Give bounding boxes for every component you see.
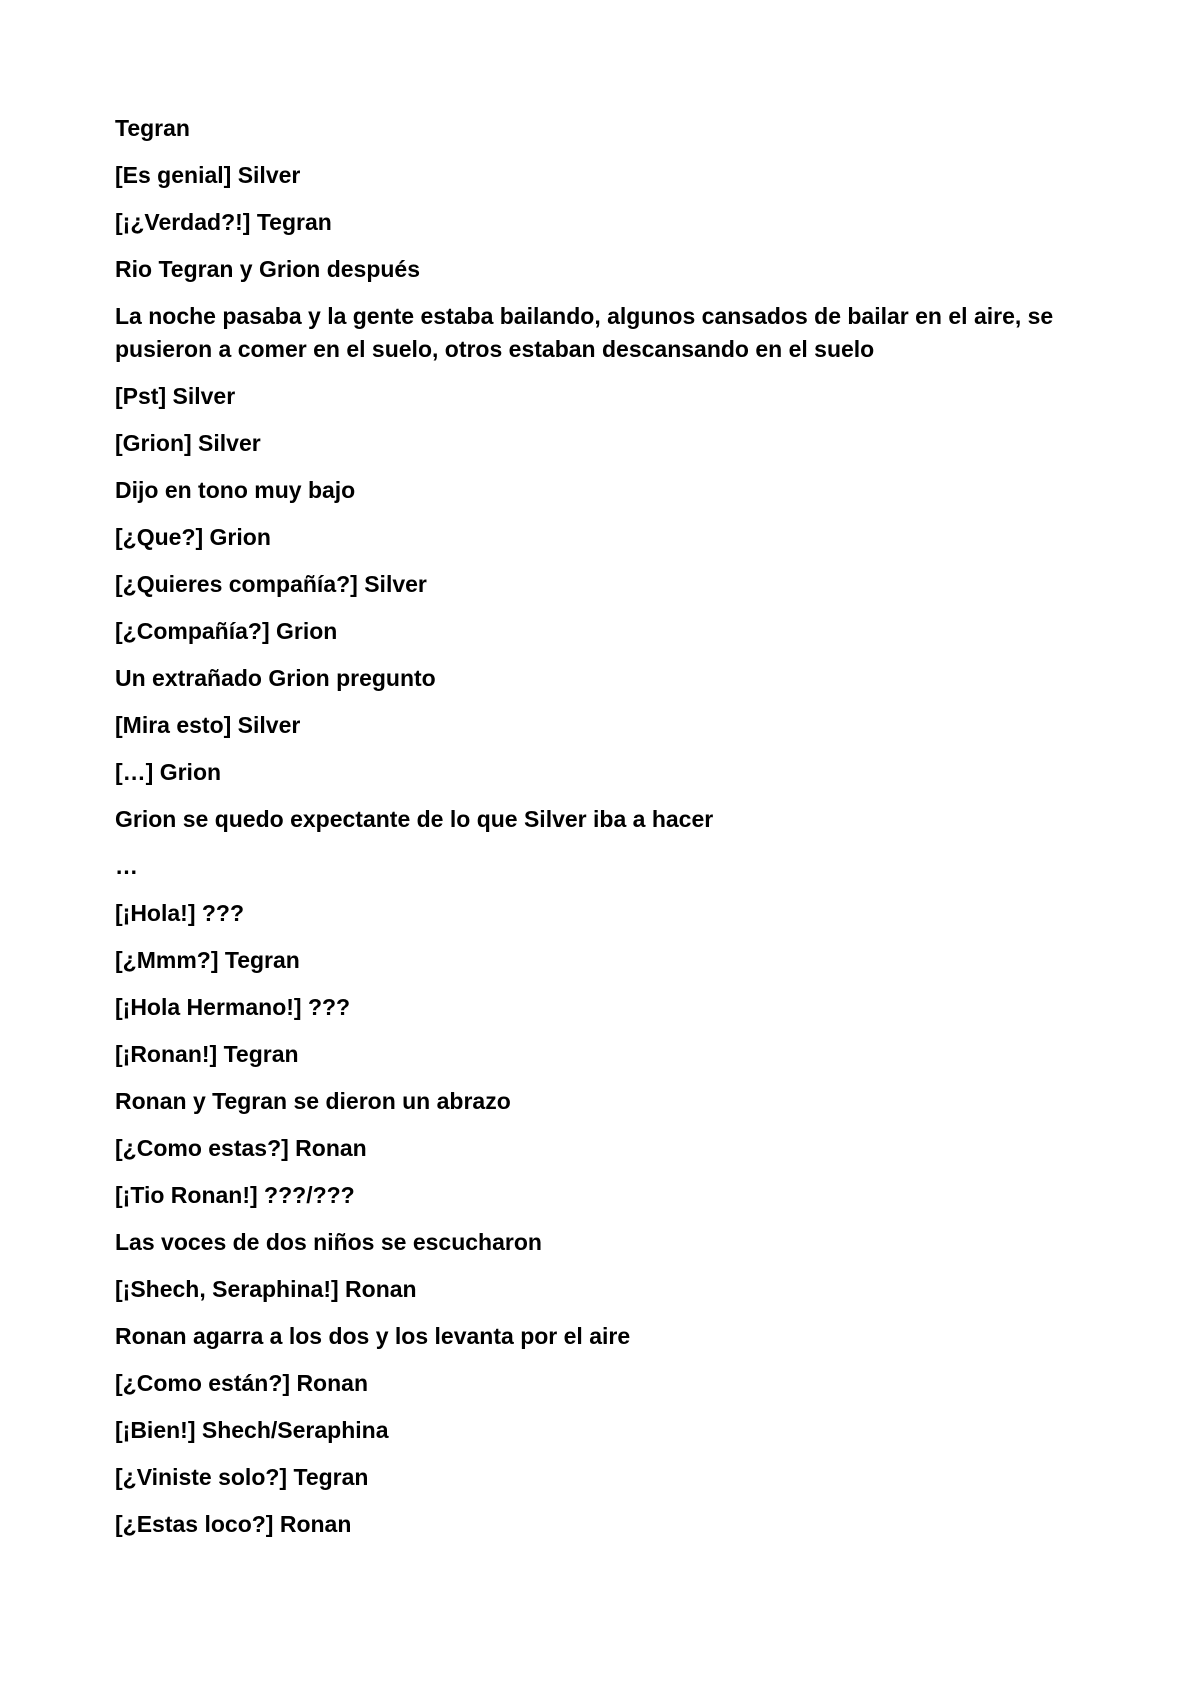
dialogue-line: […] Grion <box>115 759 222 785</box>
narration-paragraph: La noche pasaba y la gente estaba bailando, algunos cansados de bailar en el aire, se pusieron a comer en el suelo, otros estaban descansando en el suelo <box>115 303 1054 362</box>
dialogue-line: [¿Mmm?] Tegran <box>115 947 300 973</box>
dialogue-line: [¡¿Verdad?!] Tegran <box>115 209 332 235</box>
dialogue-line: [¿Como están?] Ronan <box>115 1370 368 1396</box>
dialogue-line: [¿Como estas?] Ronan <box>115 1135 367 1161</box>
dialogue-line: [¡Bien!] Shech/Seraphina <box>115 1417 389 1443</box>
dialogue-line: [¡Shech, Seraphina!] Ronan <box>115 1276 417 1302</box>
narration-line: Rio Tegran y Grion después <box>115 256 421 282</box>
dialogue-line: [Mira esto] Silver <box>115 712 301 738</box>
narration-line: Grion se quedo expectante de lo que Silver iba a hacer <box>115 806 714 832</box>
dialogue-line: [¿Viniste solo?] Tegran <box>115 1464 369 1490</box>
dialogue-line: [Grion] Silver <box>115 430 261 456</box>
text-line: Tegran <box>115 115 190 141</box>
dialogue-line: [¡Tio Ronan!] ???/??? <box>115 1182 355 1208</box>
dialogue-line: [¿Quieres compañía?] Silver <box>115 571 427 597</box>
narration-line: Un extrañado Grion pregunto <box>115 665 436 691</box>
dialogue-line: [Pst] Silver <box>115 383 236 409</box>
dialogue-line: [¡Ronan!] Tegran <box>115 1041 299 1067</box>
dialogue-line: [¡Hola Hermano!] ??? <box>115 994 351 1020</box>
narration-line: Ronan y Tegran se dieron un abrazo <box>115 1088 511 1114</box>
narration-line: Ronan agarra a los dos y los levanta por el aire <box>115 1323 631 1349</box>
document-body <box>115 112 1075 1555</box>
dialogue-line: [¿Que?] Grion <box>115 524 271 550</box>
dialogue-line: [¿Estas loco?] Ronan <box>115 1511 352 1537</box>
dialogue-line: [¡Hola!] ??? <box>115 900 245 926</box>
dialogue-line: [¿Compañía?] Grion <box>115 618 338 644</box>
narration-line: Dijo en tono muy bajo <box>115 477 356 503</box>
dialogue-line: [Es genial] Silver <box>115 162 301 188</box>
ellipsis-line: … <box>115 853 138 879</box>
narration-line: Las voces de dos niños se escucharon <box>115 1229 542 1255</box>
